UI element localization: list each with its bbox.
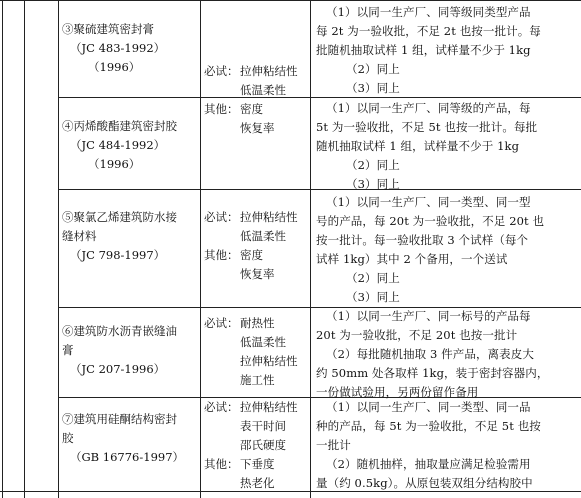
sampling-text: （2）同上 <box>346 62 400 76</box>
sampling-text: 批随机抽取试样 1 组，试样量不少于 1kg <box>316 43 531 57</box>
sampling-text: （3）同上 <box>346 290 400 304</box>
sampling-text: 一份做试验用，另两份留作备用 <box>316 385 479 399</box>
material-name-cell <box>62 410 198 467</box>
required-tests-label: 必试： <box>204 316 239 330</box>
column-divider <box>200 0 201 498</box>
test-item: 低温柔性 <box>240 229 286 243</box>
material-name-cell <box>62 322 198 379</box>
sampling-text: 试样 1kg）其中 2 个备用，一个送试 <box>316 252 508 266</box>
sampling-text: （3）同上 <box>346 177 400 191</box>
test-item: 恢复率 <box>240 121 275 135</box>
sampling-text: （1）以同一生产厂、同一标号的产品每 <box>326 309 531 323</box>
required-tests-label: 必试： <box>204 400 239 414</box>
column-divider <box>310 0 311 498</box>
sampling-text: 一批计 <box>316 438 351 452</box>
material-name-cell <box>62 20 198 77</box>
sampling-text: （3）同上 <box>346 81 400 95</box>
sampling-rule-cell <box>316 193 578 307</box>
test-items-cell <box>204 208 310 284</box>
test-item: 低温柔性 <box>240 83 286 97</box>
test-item: 拉伸粘结性 <box>240 210 298 224</box>
other-tests-label: 其他： <box>204 102 239 116</box>
material-name-cont: 缝材料 <box>62 229 97 243</box>
material-name: ③聚硫建筑密封膏 <box>62 22 154 36</box>
sampling-rule-cell <box>316 99 578 194</box>
other-tests-label: 其他： <box>204 457 239 471</box>
standard-year: （1996） <box>88 60 141 74</box>
test-item: 恢复率 <box>240 267 275 281</box>
test-item: 下垂度 <box>240 457 275 471</box>
sampling-rule-cell <box>316 3 578 98</box>
other-tests-label: 其他： <box>204 248 239 262</box>
sampling-rule-cell <box>316 307 578 402</box>
material-name-cont: 胶 <box>62 431 74 445</box>
test-items-cell <box>204 398 310 493</box>
test-item: 低温柔性 <box>240 335 286 349</box>
test-item: 表干时间 <box>240 419 286 433</box>
sampling-text: （2）每批随机抽取 3 件产品，离表皮大 <box>326 347 534 361</box>
sampling-text: （1）以同一生产厂、同一类型、同一型 <box>326 195 531 209</box>
standard-code: （JC 483-1992） <box>70 41 166 55</box>
standard-code: （GB 16776-1997） <box>70 450 185 464</box>
sampling-text: （2）随机抽样，抽取量应满足检验需用 <box>326 457 531 471</box>
material-name-cont: 膏 <box>62 343 74 357</box>
test-item: 拉伸粘结性 <box>240 400 298 414</box>
material-name: ⑥建筑防水沥青嵌缝油 <box>62 324 177 338</box>
sampling-text: （1）以同一生产厂、同一类型、同一品 <box>326 400 531 414</box>
sampling-text: 按一批计。每一验收批取 3 个试样（每个 <box>316 233 529 247</box>
test-item: 拉伸粘结性 <box>240 354 298 368</box>
sampling-text: 号的产品，每 20t 为一验收批，不足 20t 也 <box>316 214 545 228</box>
sampling-rule-cell <box>316 398 578 493</box>
test-item: 邵氏硬度 <box>240 438 286 452</box>
material-name-cell <box>62 208 198 265</box>
test-item: 热老化 <box>240 476 275 490</box>
sampling-text: 每 2t 为一验收批，不足 2t 也按一批计。每 <box>316 24 541 38</box>
sampling-text: 量（约 0.5kg）。从原包装双组分结构胶中 <box>316 476 533 490</box>
sampling-text: 随机抽取试样 1 组，试样量不少于 1kg <box>316 139 520 153</box>
test-item: 密度 <box>240 102 263 116</box>
standard-code: （JC 484-1992） <box>70 138 166 152</box>
sampling-text: （1）以同一生产厂、同等级的产品，每 <box>326 101 531 115</box>
required-tests-label: 必试： <box>204 64 239 78</box>
table-border-left <box>2 0 3 498</box>
standard-year: （1996） <box>88 157 141 171</box>
material-name: ④丙烯酸酯建筑密封胶 <box>62 119 177 133</box>
sampling-text: （2）同上 <box>346 271 400 285</box>
column-divider <box>58 0 59 498</box>
test-item: 耐热性 <box>240 316 275 330</box>
column-divider <box>24 0 25 498</box>
test-items-cell <box>204 314 310 390</box>
material-name: ⑤聚氯乙烯建筑防水接 <box>62 210 177 224</box>
row-divider <box>0 0 581 1</box>
sampling-text: 约 50mm 处各取样 1kg，装于密封容器内， <box>316 366 549 380</box>
sampling-text: （1）以同一生产厂、同等级同类型产品 <box>326 5 531 19</box>
test-item: 密度 <box>240 248 263 262</box>
sampling-text: 种的产品，每 5t 为一验收批，不足 5t 也按 <box>316 419 541 433</box>
required-tests-label: 必试： <box>204 210 239 224</box>
test-item: 拉伸粘结性 <box>240 64 298 78</box>
sampling-text: 20t 为一验收批，不足 20t 也按一批计 <box>316 328 518 342</box>
material-name: ⑦建筑用硅酮结构密封 <box>62 412 177 426</box>
sampling-text: （2）同上 <box>346 158 400 172</box>
test-item: 施工性 <box>240 373 275 387</box>
test-items-cell <box>204 62 310 138</box>
sampling-text: 5t 为一验收批，不足 5t 也按一批计。每批 <box>316 120 538 134</box>
standard-code: （JC 207-1996） <box>70 362 166 376</box>
standard-code: （JC 798-1997） <box>70 248 166 262</box>
material-name-cell <box>62 117 198 174</box>
